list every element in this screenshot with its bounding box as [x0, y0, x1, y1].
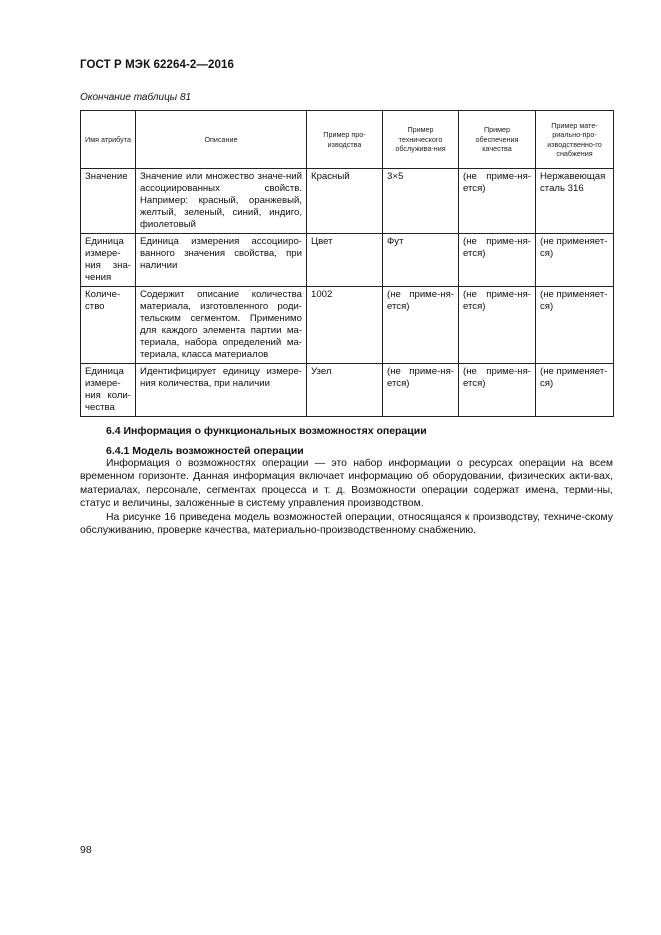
table-row	[81, 364, 614, 417]
cell-quality: (не приме-ня-ется)	[459, 169, 536, 234]
cell-inventory: (не применяет-ся)	[536, 364, 614, 417]
cell-attribute-name: Количе-ство	[81, 287, 136, 364]
document-header: ГОСТ Р МЭК 62264-2—2016	[80, 59, 234, 71]
col-header-quality-example: Пример обеспечения качества	[459, 111, 536, 169]
cell-quality: (не приме-ня-ется)	[459, 364, 536, 417]
section-6-4-1-heading: 6.4.1 Модель возможностей операции	[106, 445, 304, 457]
col-header-maintenance-example: Пример технического обслужива-ния	[383, 111, 459, 169]
col-header-inventory-example: Пример мате-риально-про-изводственно-го снабжения	[536, 111, 614, 169]
cell-maintenance: Фут	[383, 234, 459, 287]
table-row	[81, 169, 614, 234]
cell-quality: (не приме-ня-ется)	[459, 287, 536, 364]
cell-production: Цвет	[307, 234, 383, 287]
cell-description: Идентифицирует единицу измере-ния количества, при наличии	[136, 364, 307, 417]
cell-production: Красный	[307, 169, 383, 234]
cell-attribute-name: Единица измере-ния зна-чения	[81, 234, 136, 287]
paragraph-figure-reference-text: На рисунке 16 приведена модель возможностей операции, относящаяся к производству, техниче-скому обслуживанию, проверке качества, материально-производственному снабжению.	[80, 512, 613, 537]
table-row	[81, 234, 614, 287]
cell-production: 1002	[307, 287, 383, 364]
col-header-production-example: Пример про-изводства	[307, 111, 383, 169]
paragraph-figure-reference	[80, 511, 613, 538]
paragraph-capabilities-text: Информация о возможностях операции — это набор информации о ресурсах операции на всем временном горизонте. Данная информация включает информацию об оборудовании, физических акти-вах, материалах, персонале, сегментах процесса и т. д. Возможности операции содержат имена, терми-ны, статус и величины, заложенные в систему управления производством.	[80, 458, 613, 510]
cell-inventory: (не применяет-ся)	[536, 287, 614, 364]
col-header-description: Описание	[136, 111, 307, 169]
paragraph-capabilities	[80, 457, 613, 511]
cell-quality: (не приме-ня-ется)	[459, 234, 536, 287]
cell-description: Единица измерения ассоцииро-ванного значения свойства, при наличии	[136, 234, 307, 287]
cell-inventory: (не применяет-ся)	[536, 234, 614, 287]
table-81	[80, 110, 614, 417]
cell-production: Узел	[307, 364, 383, 417]
page-number: 98	[80, 844, 92, 856]
cell-maintenance: 3×5	[383, 169, 459, 234]
cell-description: Содержит описание количества материала, изготовленного роди-тельским сегментом. Применимо для каждого элемента партии ма-териала, набора определений ма-териала, класса материалов	[136, 287, 307, 364]
cell-attribute-name: Единица измере-ния коли-чества	[81, 364, 136, 417]
cell-maintenance: (не приме-ня-ется)	[383, 287, 459, 364]
section-6-4-heading: 6.4 Информация о функциональных возможностях операции	[106, 425, 427, 437]
cell-description: Значение или множество значе-ний ассоциированных свойств. Например: красный, оранжевый, желтый, зеленый, синий, индиго, фиолетовый	[136, 169, 307, 234]
cell-attribute-name: Значение	[81, 169, 136, 234]
col-header-attribute-name: Имя атрибута	[81, 111, 136, 169]
cell-inventory: Нержавеющая сталь 316	[536, 169, 614, 234]
cell-maintenance: (не приме-ня-ется)	[383, 364, 459, 417]
table-caption: Окончание таблицы 81	[80, 92, 192, 103]
table-header-row	[81, 111, 614, 169]
table-row	[81, 287, 614, 364]
